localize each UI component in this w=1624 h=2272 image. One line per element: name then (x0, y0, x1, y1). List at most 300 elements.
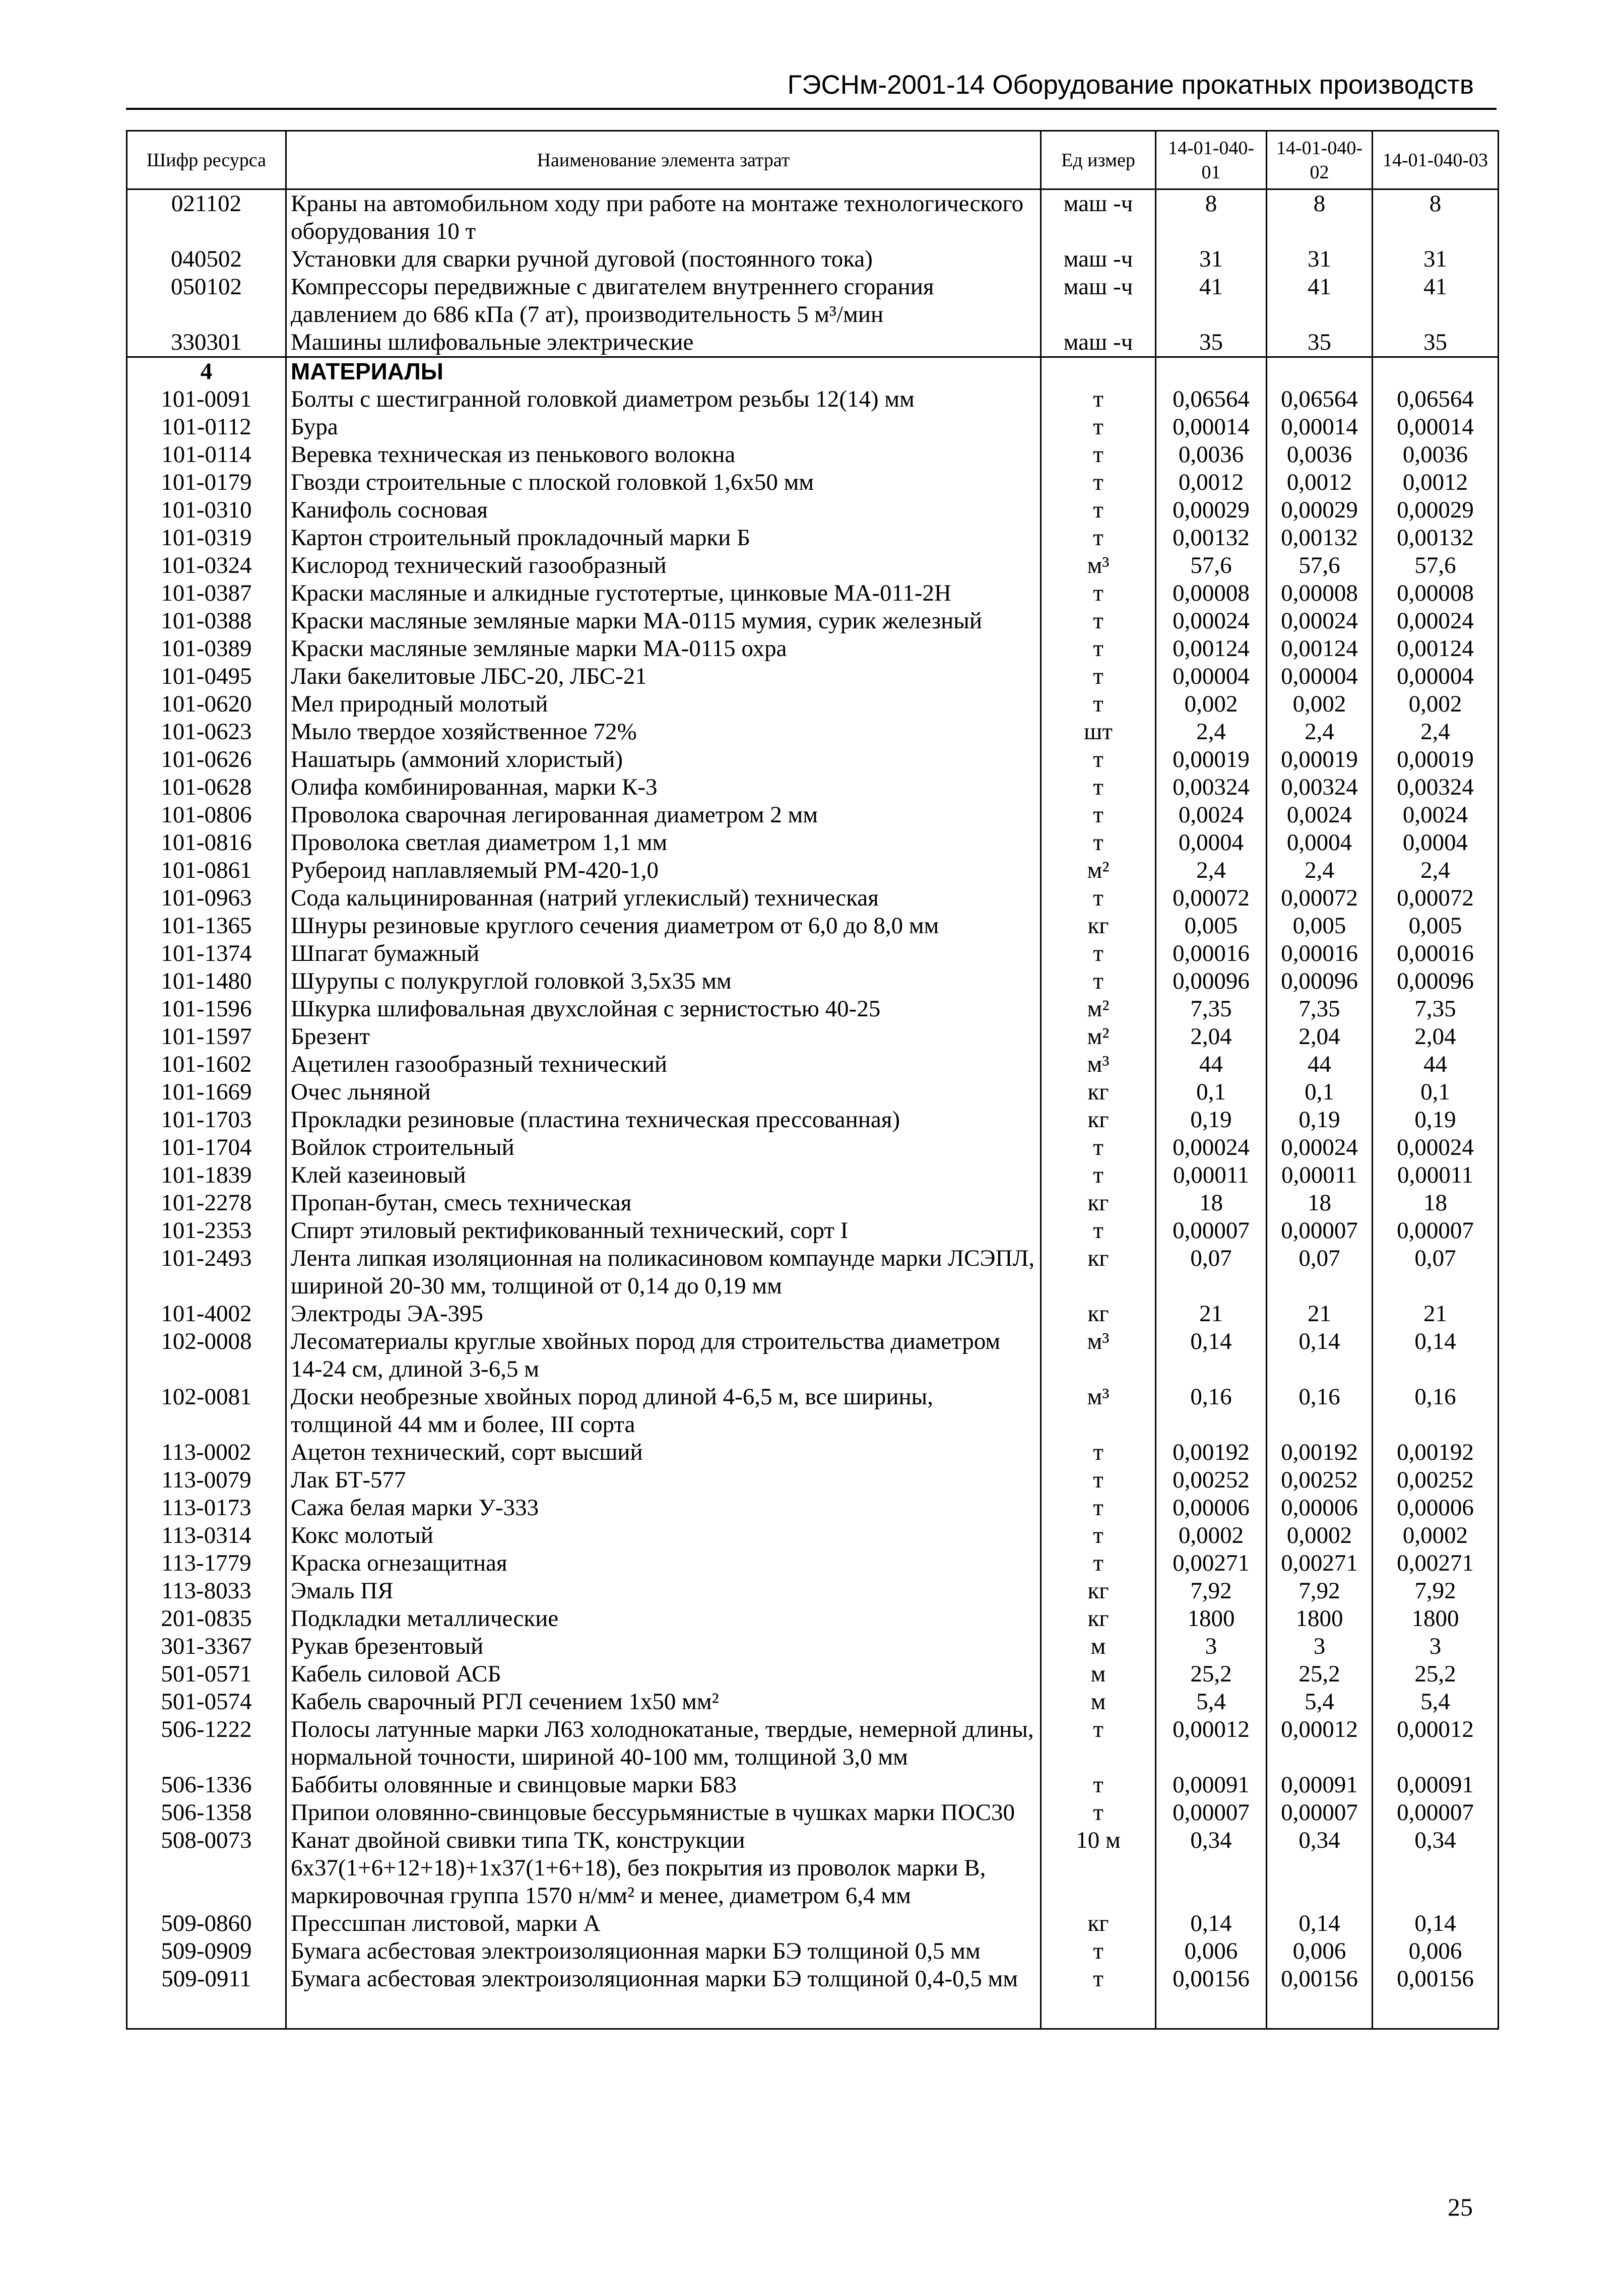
table-row (127, 385, 1499, 413)
resource-code: 101-2353 (127, 1217, 286, 1245)
norm-value-1: 0,00007 (1156, 1217, 1267, 1245)
filler-cell (1041, 1993, 1156, 2029)
norm-value-1: 25,2 (1156, 1660, 1267, 1688)
table-row (127, 1716, 1499, 1771)
norm-value-2: 0,00007 (1267, 1217, 1373, 1245)
table-row (127, 469, 1499, 496)
resource-name: Прессшпан листовой, марки А (286, 1910, 1041, 1937)
unit-of-measure: т (1041, 773, 1156, 801)
resource-code: 101-1365 (127, 912, 286, 940)
norm-value-1: 0,00004 (1156, 663, 1267, 690)
unit-of-measure: т (1041, 1522, 1156, 1549)
resource-name: Лак БТ-577 (286, 1466, 1041, 1494)
resource-name: Болты с шестигранной головкой диаметром резьбы 12(14) мм (286, 385, 1041, 413)
norm-value-1: 0,00096 (1156, 967, 1267, 995)
resource-code: 050102 (127, 273, 286, 329)
resource-code: 506-1222 (127, 1716, 286, 1771)
norm-value-1: 0,0004 (1156, 829, 1267, 857)
resource-name: Компрессоры передвижные с двигателем внутреннего сгорания давлением до 686 кПа (7 ат), производительность 5 м³/мин (286, 273, 1041, 329)
table-row (127, 718, 1499, 746)
norm-value-2: 0,00324 (1267, 773, 1373, 801)
norm-value-3: 0,00016 (1373, 940, 1499, 967)
unit-of-measure: т (1041, 663, 1156, 690)
norm-value-2: 0,14 (1267, 1328, 1373, 1383)
norm-value-2: 35 (1267, 329, 1373, 357)
unit-of-measure: кг (1041, 1910, 1156, 1937)
norm-value-3: 0,14 (1373, 1910, 1499, 1937)
table-row (127, 579, 1499, 607)
norm-value-3: 0,00156 (1373, 1965, 1499, 1993)
norm-value-3: 7,35 (1373, 995, 1499, 1023)
norm-value-3: 0,006 (1373, 1937, 1499, 1965)
resource-code: 102-0008 (127, 1328, 286, 1383)
norm-value-3: 0,07 (1373, 1245, 1499, 1300)
resource-code: 102-0081 (127, 1383, 286, 1439)
resource-code: 101-0963 (127, 884, 286, 912)
norm-value-2: 18 (1267, 1189, 1373, 1217)
resource-code: 101-0091 (127, 385, 286, 413)
resource-code: 101-4002 (127, 1300, 286, 1328)
resource-code: 101-1839 (127, 1161, 286, 1189)
norm-value-2: 0,00016 (1267, 940, 1373, 967)
unit-of-measure: т (1041, 1799, 1156, 1827)
norm-value-3: 5,4 (1373, 1688, 1499, 1716)
table-row (127, 1134, 1499, 1161)
norm-value-3: 0,0002 (1373, 1522, 1499, 1549)
resource-code: 101-1669 (127, 1078, 286, 1106)
norm-value-1: 0,00132 (1156, 524, 1267, 552)
norm-value-2: 0,005 (1267, 912, 1373, 940)
unit-of-measure: т (1041, 1439, 1156, 1466)
resource-name: Канифоль сосновая (286, 496, 1041, 524)
resource-code: 330301 (127, 329, 286, 357)
resource-name: Кабель сварочный РГЛ сечением 1x50 мм² (286, 1688, 1041, 1716)
table-row (127, 1078, 1499, 1106)
norm-value-2: 0,00156 (1267, 1965, 1373, 1993)
unit-of-measure: т (1041, 829, 1156, 857)
unit-of-measure: т (1041, 1217, 1156, 1245)
norm-value-1: 3 (1156, 1633, 1267, 1660)
unit-of-measure: т (1041, 746, 1156, 773)
unit-of-measure: т (1041, 1937, 1156, 1965)
unit-of-measure: кг (1041, 1300, 1156, 1328)
norm-value-1: 0,00011 (1156, 1161, 1267, 1189)
unit-of-measure: т (1041, 441, 1156, 469)
norm-value-1: 0,00007 (1156, 1799, 1267, 1827)
resource-name: Электроды ЭА-395 (286, 1300, 1041, 1328)
norm-value-2: 0,00029 (1267, 496, 1373, 524)
document-header-title: ГЭСНм-2001-14 Оборудование прокатных производств (787, 70, 1474, 100)
norm-value-2: 44 (1267, 1051, 1373, 1078)
unit-of-measure: т (1041, 607, 1156, 635)
norm-value-2: 0,00012 (1267, 1716, 1373, 1771)
resource-code: 101-0816 (127, 829, 286, 857)
norm-value-1: 0,07 (1156, 1245, 1267, 1300)
table-row (127, 1494, 1499, 1522)
norm-value-2: 0,0036 (1267, 441, 1373, 469)
section-empty-v1 (1156, 357, 1267, 386)
norm-value-2: 0,00011 (1267, 1161, 1373, 1189)
norm-value-2: 0,00096 (1267, 967, 1373, 995)
norm-value-3: 1800 (1373, 1605, 1499, 1633)
norm-value-3: 0,002 (1373, 690, 1499, 718)
unit-of-measure: т (1041, 1134, 1156, 1161)
resource-code: 101-0861 (127, 857, 286, 884)
unit-of-measure: м² (1041, 995, 1156, 1023)
norm-value-3: 0,00007 (1373, 1217, 1499, 1245)
norm-value-3: 0,00324 (1373, 773, 1499, 801)
table-row (127, 1300, 1499, 1328)
page-number: 25 (1448, 2193, 1473, 2221)
resource-name: Шурупы с полукруглой головкой 3,5x35 мм (286, 967, 1041, 995)
norm-value-2: 3 (1267, 1633, 1373, 1660)
norm-value-1: 0,0024 (1156, 801, 1267, 829)
resource-name: Лесоматериалы круглые хвойных пород для строительства диаметром 14-24 см, длиной 3-6,5 м (286, 1328, 1041, 1383)
norm-value-3: 2,4 (1373, 718, 1499, 746)
unit-of-measure: 10 м (1041, 1827, 1156, 1910)
norm-value-3: 0,00024 (1373, 1134, 1499, 1161)
norm-value-2: 0,0004 (1267, 829, 1373, 857)
unit-of-measure: т (1041, 635, 1156, 663)
resource-code: 101-1374 (127, 940, 286, 967)
filler-cell (1267, 1993, 1373, 2029)
norm-value-2: 0,00091 (1267, 1771, 1373, 1799)
norm-value-1: 0,00072 (1156, 884, 1267, 912)
norm-value-3: 0,00124 (1373, 635, 1499, 663)
norm-value-3: 0,1 (1373, 1078, 1499, 1106)
table-row (127, 1189, 1499, 1217)
resource-name: Эмаль ПЯ (286, 1577, 1041, 1605)
norm-value-1: 0,16 (1156, 1383, 1267, 1439)
table-row (127, 552, 1499, 579)
norm-value-3: 2,04 (1373, 1023, 1499, 1051)
column-header-name: Наименование элемента затрат (286, 131, 1041, 189)
table-row (127, 1688, 1499, 1716)
unit-of-measure: м³ (1041, 1328, 1156, 1383)
norm-value-3: 0,0012 (1373, 469, 1499, 496)
unit-of-measure: м³ (1041, 1051, 1156, 1078)
resource-name: Краски масляные и алкидные густотертые, цинковые МА-011-2Н (286, 579, 1041, 607)
table-row (127, 1660, 1499, 1688)
resource-code: 101-2278 (127, 1189, 286, 1217)
resource-code: 101-0179 (127, 469, 286, 496)
norm-value-3: 0,00029 (1373, 496, 1499, 524)
resource-code: 501-0574 (127, 1688, 286, 1716)
norm-value-1: 7,92 (1156, 1577, 1267, 1605)
norm-value-1: 7,35 (1156, 995, 1267, 1023)
resource-name: Клей казеиновый (286, 1161, 1041, 1189)
norm-value-2: 41 (1267, 273, 1373, 329)
table-row (127, 1245, 1499, 1300)
norm-value-2: 0,00132 (1267, 524, 1373, 552)
resource-name: Рукав брезентовый (286, 1633, 1041, 1660)
section-heading-row (127, 357, 1499, 386)
unit-of-measure: т (1041, 385, 1156, 413)
norm-value-3: 0,005 (1373, 912, 1499, 940)
machines-group (127, 189, 1499, 357)
norm-value-1: 44 (1156, 1051, 1267, 1078)
norm-value-2: 0,07 (1267, 1245, 1373, 1300)
table-row (127, 607, 1499, 635)
resource-code: 101-0628 (127, 773, 286, 801)
table-header-row (127, 131, 1499, 189)
table-row (127, 329, 1499, 357)
norm-value-2: 0,0012 (1267, 469, 1373, 496)
norm-value-3: 44 (1373, 1051, 1499, 1078)
table-row (127, 1328, 1499, 1383)
unit-of-measure: маш -ч (1041, 189, 1156, 246)
resource-code: 506-1358 (127, 1799, 286, 1827)
unit-of-measure: маш -ч (1041, 273, 1156, 329)
unit-of-measure: т (1041, 1494, 1156, 1522)
unit-of-measure: м³ (1041, 552, 1156, 579)
unit-of-measure: т (1041, 1549, 1156, 1577)
norm-value-3: 31 (1373, 245, 1499, 273)
table-row (127, 1633, 1499, 1660)
resource-name: Прокладки резиновые (пластина техническая прессованная) (286, 1106, 1041, 1134)
norm-value-2: 0,0024 (1267, 801, 1373, 829)
filler-cell (286, 1993, 1041, 2029)
norm-value-1: 21 (1156, 1300, 1267, 1328)
table-row (127, 524, 1499, 552)
norm-value-1: 0,00324 (1156, 773, 1267, 801)
unit-of-measure: кг (1041, 1245, 1156, 1300)
unit-of-measure: т (1041, 690, 1156, 718)
unit-of-measure: т (1041, 469, 1156, 496)
norm-value-2: 0,00014 (1267, 413, 1373, 441)
norm-value-2: 0,00008 (1267, 579, 1373, 607)
resource-code: 101-0495 (127, 663, 286, 690)
table-row (127, 1605, 1499, 1633)
norm-value-2: 0,002 (1267, 690, 1373, 718)
resource-name: Шкурка шлифовальная двухслойная с зернистостью 40-25 (286, 995, 1041, 1023)
resource-name: Доски необрезные хвойных пород длиной 4-6,5 м, все ширины, толщиной 44 мм и более, III сорта (286, 1383, 1041, 1439)
norm-value-2: 0,00024 (1267, 607, 1373, 635)
norm-value-1: 5,4 (1156, 1688, 1267, 1716)
norm-value-1: 0,34 (1156, 1827, 1267, 1910)
norm-value-2: 0,00072 (1267, 884, 1373, 912)
table-row (127, 1771, 1499, 1799)
resource-name: Бура (286, 413, 1041, 441)
resource-name: Картон строительный прокладочный марки Б (286, 524, 1041, 552)
section-title: МАТЕРИАЛЫ (286, 357, 1041, 386)
unit-of-measure: кг (1041, 1106, 1156, 1134)
resource-code: 021102 (127, 189, 286, 246)
norm-value-1: 2,04 (1156, 1023, 1267, 1051)
section-empty-v2 (1267, 357, 1373, 386)
norm-value-2: 0,0002 (1267, 1522, 1373, 1549)
resource-name: Проволока сварочная легированная диаметром 2 мм (286, 801, 1041, 829)
norm-value-1: 0,00156 (1156, 1965, 1267, 1993)
norm-value-3: 21 (1373, 1300, 1499, 1328)
norm-value-3: 0,00132 (1373, 524, 1499, 552)
norm-value-3: 0,00008 (1373, 579, 1499, 607)
resource-code: 113-8033 (127, 1577, 286, 1605)
resource-name: Нашатырь (аммоний хлористый) (286, 746, 1041, 773)
unit-of-measure: т (1041, 940, 1156, 967)
resource-table (126, 130, 1499, 2030)
resource-name: Брезент (286, 1023, 1041, 1051)
resource-name: Ацетон технический, сорт высший (286, 1439, 1041, 1466)
resource-name: Войлок строительный (286, 1134, 1041, 1161)
resource-code: 101-1704 (127, 1134, 286, 1161)
resource-name: Подкладки металлические (286, 1605, 1041, 1633)
norm-value-1: 0,00192 (1156, 1439, 1267, 1466)
table-row (127, 413, 1499, 441)
norm-value-3: 57,6 (1373, 552, 1499, 579)
resource-code: 101-1480 (127, 967, 286, 995)
norm-value-1: 0,00006 (1156, 1494, 1267, 1522)
resource-code: 101-0324 (127, 552, 286, 579)
resource-code: 509-0860 (127, 1910, 286, 1937)
resource-name: Веревка техническая из пенькового волокна (286, 441, 1041, 469)
table-row (127, 1023, 1499, 1051)
norm-value-1: 0,005 (1156, 912, 1267, 940)
table-row (127, 245, 1499, 273)
norm-value-3: 2,4 (1373, 857, 1499, 884)
resource-code: 113-1779 (127, 1549, 286, 1577)
norm-value-2: 7,35 (1267, 995, 1373, 1023)
resource-name: Шпагат бумажный (286, 940, 1041, 967)
table-row (127, 1217, 1499, 1245)
resource-name: Сажа белая марки У-333 (286, 1494, 1041, 1522)
norm-value-2: 5,4 (1267, 1688, 1373, 1716)
unit-of-measure: т (1041, 884, 1156, 912)
norm-value-1: 0,00008 (1156, 579, 1267, 607)
unit-of-measure: т (1041, 967, 1156, 995)
resource-name: Баббиты оловянные и свинцовые марки Б83 (286, 1771, 1041, 1799)
resource-name: Лента липкая изоляционная на поликасиновом компаунде марки ЛСЭПЛ, шириной 20-30 мм, толщиной от 0,14 до 0,19 мм (286, 1245, 1041, 1300)
norm-value-1: 0,00252 (1156, 1466, 1267, 1494)
norm-value-1: 0,00016 (1156, 940, 1267, 967)
resource-name: Сода кальцинированная (натрий углекислый) техническая (286, 884, 1041, 912)
norm-value-3: 0,00004 (1373, 663, 1499, 690)
table-row (127, 1466, 1499, 1494)
norm-value-3: 8 (1373, 189, 1499, 246)
norm-value-1: 0,1 (1156, 1078, 1267, 1106)
resource-code: 101-1703 (127, 1106, 286, 1134)
norm-value-1: 0,00024 (1156, 607, 1267, 635)
norm-value-1: 0,19 (1156, 1106, 1267, 1134)
resource-name: Бумага асбестовая электроизоляционная марки БЭ толщиной 0,4-0,5 мм (286, 1965, 1041, 1993)
column-header-norm-2: 14-01-040-02 (1267, 131, 1373, 189)
norm-value-1: 0,00019 (1156, 746, 1267, 773)
table-row (127, 1051, 1499, 1078)
resource-code: 506-1336 (127, 1771, 286, 1799)
norm-value-2: 7,92 (1267, 1577, 1373, 1605)
norm-value-1: 0,00091 (1156, 1771, 1267, 1799)
norm-value-3: 0,00192 (1373, 1439, 1499, 1466)
norm-value-3: 41 (1373, 273, 1499, 329)
resource-name: Краны на автомобильном ходу при работе на монтаже технологического оборудования 10 т (286, 189, 1041, 246)
unit-of-measure: м² (1041, 857, 1156, 884)
norm-value-3: 0,00007 (1373, 1799, 1499, 1827)
table-row (127, 912, 1499, 940)
resource-name: Проволока светлая диаметром 1,1 мм (286, 829, 1041, 857)
resource-name: Краски масляные земляные марки МА-0115 охра (286, 635, 1041, 663)
norm-value-1: 0,00014 (1156, 413, 1267, 441)
resource-code: 101-0310 (127, 496, 286, 524)
resource-name: Кокс молотый (286, 1522, 1041, 1549)
unit-of-measure: м (1041, 1660, 1156, 1688)
resource-name: Установки для сварки ручной дуговой (постоянного тока) (286, 245, 1041, 273)
norm-value-1: 0,06564 (1156, 385, 1267, 413)
table-row (127, 773, 1499, 801)
norm-value-1: 0,00012 (1156, 1716, 1267, 1771)
resource-name: Кабель силовой АСБ (286, 1660, 1041, 1688)
unit-of-measure: м² (1041, 1023, 1156, 1051)
norm-value-2: 0,00019 (1267, 746, 1373, 773)
norm-value-3: 0,06564 (1373, 385, 1499, 413)
norm-value-3: 0,16 (1373, 1383, 1499, 1439)
norm-value-1: 8 (1156, 189, 1267, 246)
resource-code: 201-0835 (127, 1605, 286, 1633)
materials-section (127, 357, 1499, 386)
column-header-code: Шифр ресурса (127, 131, 286, 189)
table-row (127, 273, 1499, 329)
table-row (127, 1965, 1499, 1993)
table-row (127, 1577, 1499, 1605)
norm-value-2: 0,00024 (1267, 1134, 1373, 1161)
resource-name: Краски масляные земляные марки МА-0115 мумия, сурик железный (286, 607, 1041, 635)
resource-code: 101-0620 (127, 690, 286, 718)
unit-of-measure: т (1041, 1161, 1156, 1189)
norm-value-3: 25,2 (1373, 1660, 1499, 1688)
norm-value-1: 2,4 (1156, 718, 1267, 746)
norm-value-2: 57,6 (1267, 552, 1373, 579)
unit-of-measure: т (1041, 413, 1156, 441)
resource-name: Припои оловянно-свинцовые бессурьмянистые в чушках марки ПОС30 (286, 1799, 1041, 1827)
norm-value-3: 0,00024 (1373, 607, 1499, 635)
table-row (127, 1549, 1499, 1577)
unit-of-measure: м (1041, 1633, 1156, 1660)
norm-value-2: 0,14 (1267, 1910, 1373, 1937)
norm-value-3: 0,34 (1373, 1827, 1499, 1910)
unit-of-measure: маш -ч (1041, 245, 1156, 273)
norm-value-3: 0,0036 (1373, 441, 1499, 469)
table-row (127, 635, 1499, 663)
resource-code: 101-0389 (127, 635, 286, 663)
resource-name: Машины шлифовальные электрические (286, 329, 1041, 357)
norm-value-3: 0,00012 (1373, 1716, 1499, 1771)
unit-of-measure: т (1041, 1466, 1156, 1494)
resource-code: 101-1602 (127, 1051, 286, 1078)
table-row (127, 1522, 1499, 1549)
norm-value-3: 0,00091 (1373, 1771, 1499, 1799)
unit-of-measure: т (1041, 496, 1156, 524)
table-row (127, 995, 1499, 1023)
column-header-norm-3: 14-01-040-03 (1373, 131, 1499, 189)
resource-name: Олифа комбинированная, марки К-3 (286, 773, 1041, 801)
resource-name: Очес льняной (286, 1078, 1041, 1106)
norm-value-1: 0,0012 (1156, 469, 1267, 496)
table-row (127, 1161, 1499, 1189)
norm-value-3: 7,92 (1373, 1577, 1499, 1605)
unit-of-measure: м³ (1041, 1383, 1156, 1439)
resource-code: 113-0002 (127, 1439, 286, 1466)
resource-name: Гвозди строительные с плоской головкой 1,6x50 мм (286, 469, 1041, 496)
norm-value-3: 0,14 (1373, 1328, 1499, 1383)
table-bottom-row (127, 1993, 1499, 2029)
resource-code: 501-0571 (127, 1660, 286, 1688)
filler-cell (1373, 1993, 1499, 2029)
resource-code: 101-1596 (127, 995, 286, 1023)
filler-cell (127, 1993, 286, 2029)
norm-value-2: 2,4 (1267, 857, 1373, 884)
unit-of-measure: т (1041, 801, 1156, 829)
resource-code: 101-0112 (127, 413, 286, 441)
unit-of-measure: шт (1041, 718, 1156, 746)
